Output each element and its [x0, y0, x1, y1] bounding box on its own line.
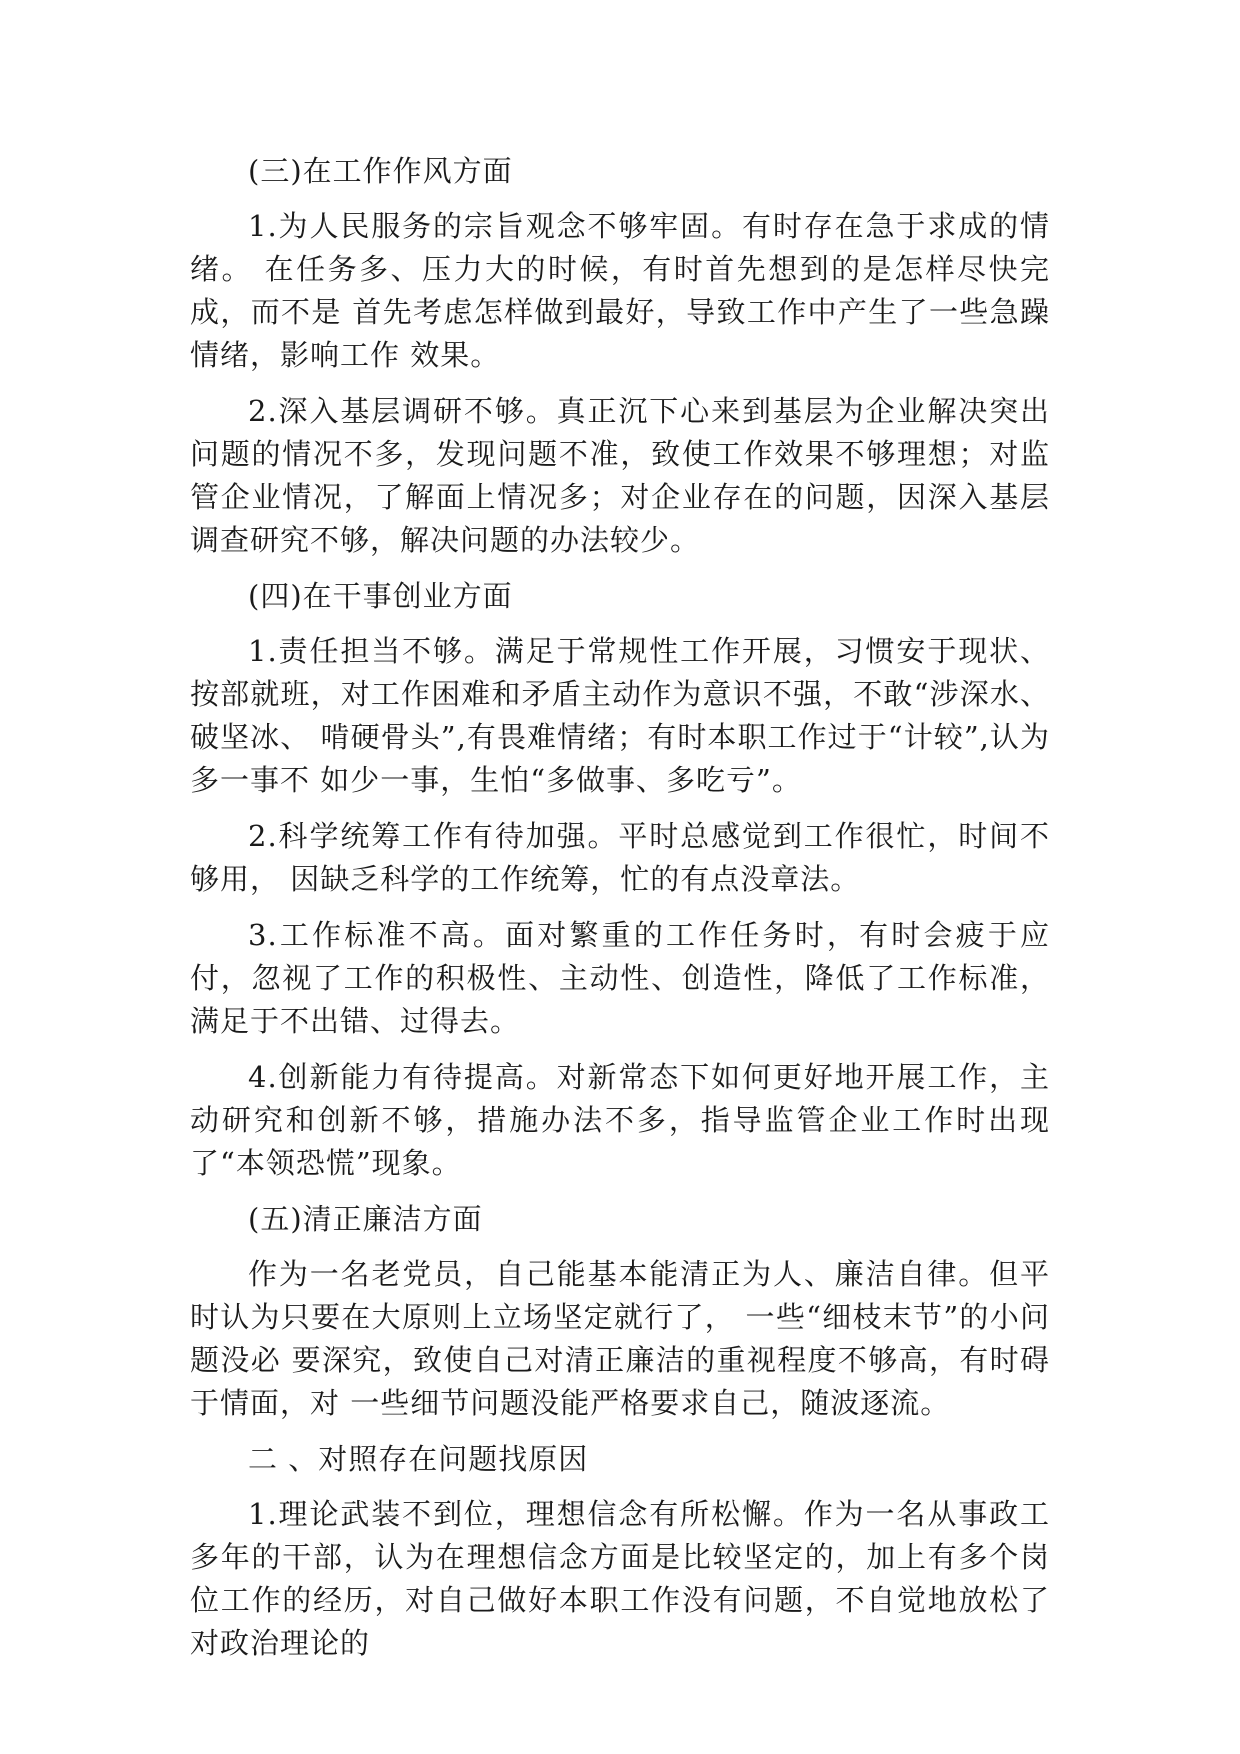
paragraph: 2.深入基层调研不够。真正沉下心来到基层为企业解决突出问题的情况不多，发现问题不准，致使工作效果不够理想；对监管企业情况，了解面上情况多；对企业存在的问题，因深入基层调查研究不够，解决问题的办法较少。 — [190, 394, 1050, 557]
section-heading-work-style: (三)在工作作风方面 — [248, 154, 513, 188]
section-heading-causes: 二 、对照存在问题找原因 — [248, 1442, 589, 1476]
paragraph: 3.工作标准不高。面对繁重的工作任务时，有时会疲于应付，忽视了工作的积极性、主动性、创造性，降低了工作标准，满足于不出错、过得去。 — [190, 918, 1050, 1038]
paragraph: 1.为人民服务的宗旨观念不够牢固。有时存在急于求成的情绪。 在任务多、压力大的时候，有时首先想到的是怎样尽快完成，而不是 首先考虑怎样做到最好，导致工作中产生了一些急躁情绪，影响工作 效果。 — [190, 209, 1050, 372]
section-heading-integrity: (五)清正廉洁方面 — [248, 1202, 483, 1236]
paragraph: 1.理论武装不到位，理想信念有所松懈。作为一名从事政工多年的干部，认为在理想信念方面是比较坚定的，加上有多个岗位工作的经历，对自己做好本职工作没有问题，不自觉地放松了对政治理论的 — [190, 1497, 1050, 1660]
paragraph: 4.创新能力有待提高。对新常态下如何更好地开展工作，主动研究和创新不够，措施办法不多，指导监管企业工作时出现了“本领恐慌”现象。 — [190, 1060, 1050, 1180]
document-body — [190, 150, 1050, 1678]
paragraph: 1.责任担当不够。满足于常规性工作开展，习惯安于现状、按部就班，对工作困难和矛盾主动作为意识不强，不敢“涉深水、破坚冰、 啃硬骨头”,有畏难情绪；有时本职工作过于“计较”,认为多一事不 如少一事，生怕“多做事、多吃亏”。 — [190, 634, 1050, 797]
section-heading-entrepreneurship: (四)在干事创业方面 — [248, 579, 513, 613]
paragraph: 作为一名老党员，自己能基本能清正为人、廉洁自律。但平时认为只要在大原则上立场坚定就行了， 一些“细枝末节”的小问题没必 要深究，致使自己对清正廉洁的重视程度不够高，有时碍于情面，对 一些细节问题没能严格要求自己，随波逐流。 — [190, 1257, 1050, 1420]
paragraph: 2.科学统筹工作有待加强。平时总感觉到工作很忙，时间不够用， 因缺乏科学的工作统筹，忙的有点没章法。 — [190, 819, 1050, 896]
